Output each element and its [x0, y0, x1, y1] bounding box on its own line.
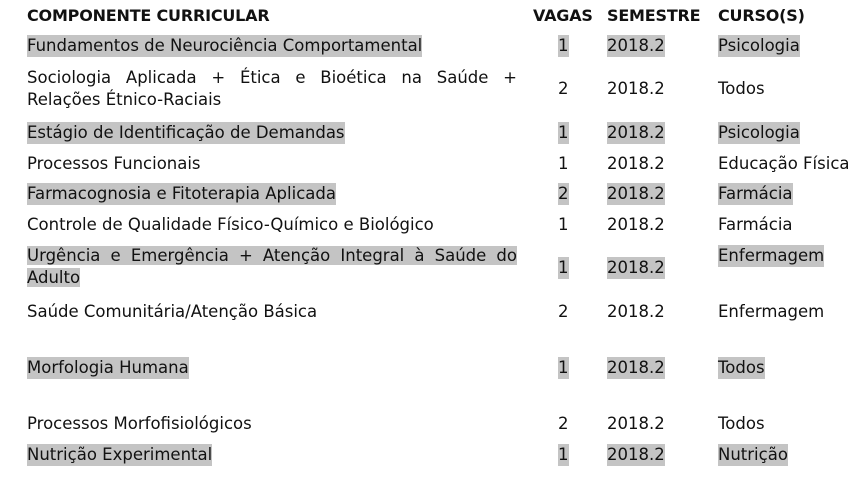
- cell-semestre: 2018.2: [607, 445, 665, 464]
- cell-curso: Farmácia: [718, 184, 793, 203]
- cell-curso: Enfermagem: [718, 246, 825, 265]
- cell-componente: [27, 245, 517, 289]
- cell-componente: Fundamentos de Neurociência Comportamental: [27, 36, 423, 55]
- cell-componente: Farmacognosia e Fitoterapia Aplicada: [27, 184, 336, 203]
- cell-curso: Educação Física: [718, 154, 850, 173]
- cell-semestre: 2018.2: [607, 215, 665, 234]
- cell-semestre: 2018.2: [607, 302, 665, 321]
- cell-curso: Todos: [718, 358, 765, 377]
- cell-curso: Farmácia: [718, 215, 793, 234]
- cell-vagas: 2: [558, 302, 569, 321]
- cell-componente: Morfologia Humana: [27, 358, 189, 377]
- cell-curso: Enfermagem: [718, 302, 825, 321]
- cell-curso: Todos: [718, 414, 765, 433]
- cell-componente-text: Urgência e Emergência + Atenção Integral à Saúde do Adulto: [27, 246, 517, 287]
- cell-componente: Processos Funcionais: [27, 154, 201, 173]
- cell-vagas: 2: [558, 414, 569, 433]
- cell-componente: Sociologia Aplicada + Ética e Bioética na Saúde + Relações Étnico-Raciais: [27, 68, 517, 109]
- cell-componente: Estágio de Identificação de Demandas: [27, 123, 345, 142]
- cell-vagas: 1: [558, 123, 569, 142]
- cell-semestre: 2018.2: [607, 154, 665, 173]
- cell-componente: Controle de Qualidade Físico-Químico e Biológico: [27, 215, 434, 234]
- cell-semestre: 2018.2: [607, 258, 665, 277]
- cell-curso: Psicologia: [718, 36, 800, 55]
- header-semestre: SEMESTRE: [607, 6, 701, 25]
- cell-vagas: 2: [558, 184, 569, 203]
- header-componente: COMPONENTE CURRICULAR: [27, 6, 270, 25]
- cell-semestre: 2018.2: [607, 184, 665, 203]
- cell-curso: Nutrição: [718, 445, 788, 464]
- cell-vagas: 1: [558, 215, 569, 234]
- header-vagas: VAGAS: [533, 6, 593, 25]
- cell-semestre: 2018.2: [607, 414, 665, 433]
- cell-semestre: 2018.2: [607, 79, 665, 98]
- cell-curso: Psicologia: [718, 123, 800, 142]
- cell-vagas: 1: [558, 154, 569, 173]
- cell-vagas: 1: [558, 445, 569, 464]
- cell-curso: Todos: [718, 79, 765, 98]
- cell-vagas: 1: [558, 358, 569, 377]
- cell-vagas: 2: [558, 79, 569, 98]
- cell-semestre: 2018.2: [607, 123, 665, 142]
- cell-vagas: 1: [558, 36, 569, 55]
- cell-componente: Processos Morfofisiológicos: [27, 414, 252, 433]
- cell-semestre: 2018.2: [607, 358, 665, 377]
- header-cursos: CURSO(S): [718, 6, 805, 25]
- cell-componente: Nutrição Experimental: [27, 445, 213, 464]
- cell-componente: Saúde Comunitária/Atenção Básica: [27, 302, 318, 321]
- cell-semestre: 2018.2: [607, 36, 665, 55]
- cell-vagas: 1: [558, 258, 569, 277]
